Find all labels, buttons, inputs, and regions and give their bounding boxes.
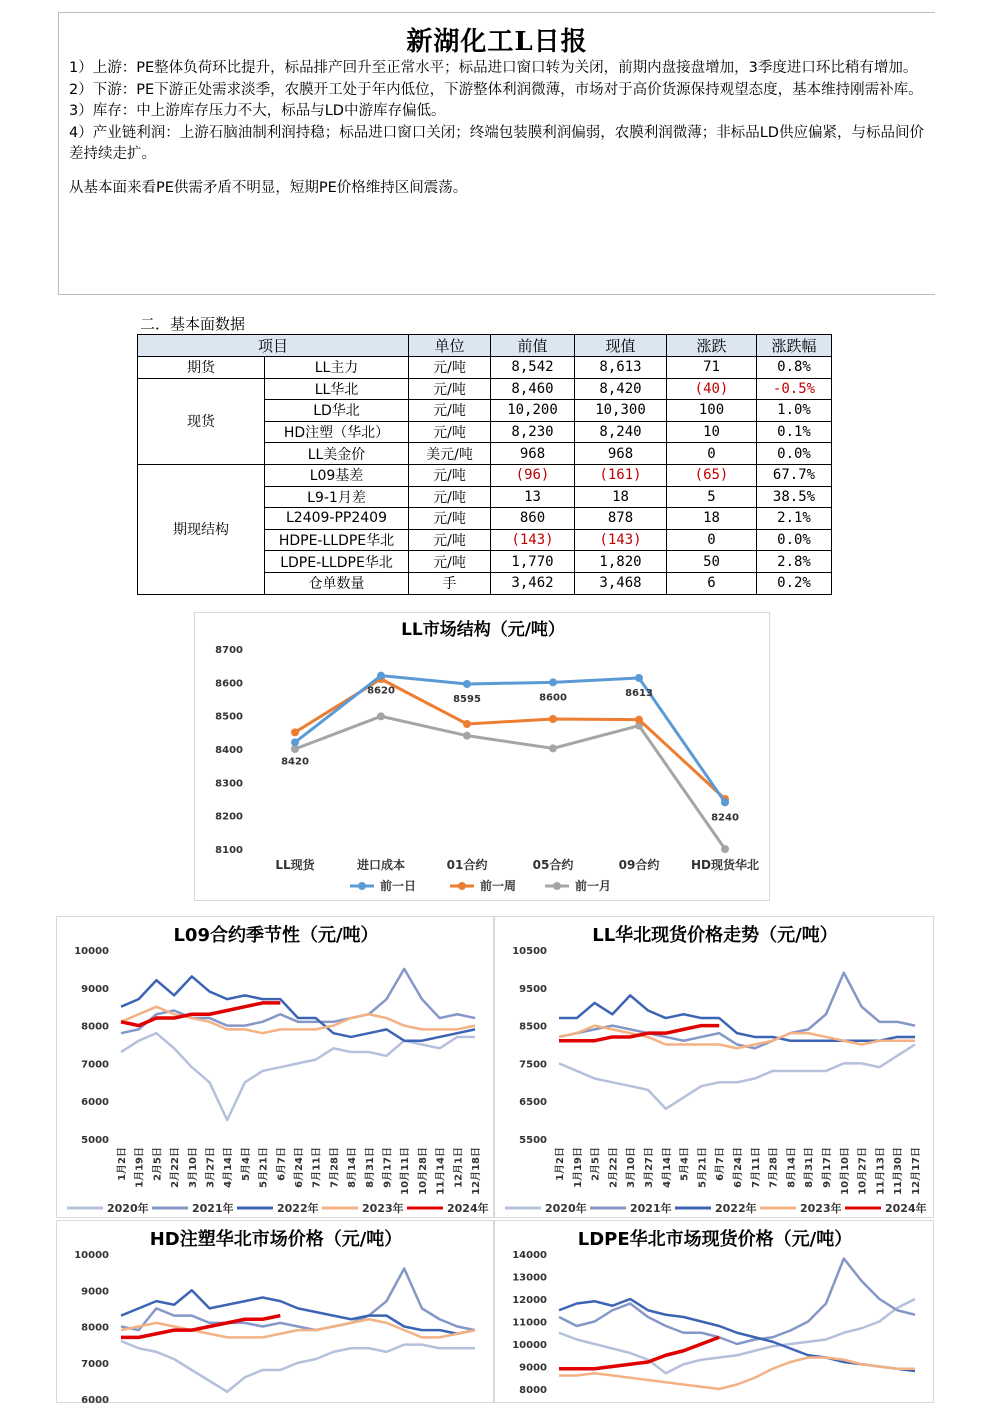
- y-tick-label: 10000: [512, 1340, 547, 1351]
- legend-label: 2024年: [447, 1202, 489, 1215]
- x-tick-label: 6月7日: [276, 1147, 288, 1181]
- series-line-2: [295, 716, 725, 849]
- x-tick-label: 2月22日: [170, 1147, 182, 1188]
- l09-seasonal-svg: [57, 917, 495, 1219]
- cell-chg: 71: [667, 357, 757, 379]
- summary-panel: [58, 12, 935, 295]
- cell-cur: (143): [575, 529, 667, 551]
- legend-label: 2022年: [277, 1202, 319, 1215]
- legend-label: 2020年: [545, 1202, 587, 1215]
- data-point: [721, 798, 729, 806]
- cell-unit: 元/吨: [409, 378, 491, 400]
- x-tick-label: 2月5日: [590, 1147, 602, 1181]
- cell-cur: 18: [575, 486, 667, 508]
- cell-pct: 0.1%: [757, 421, 832, 443]
- y-tick-label: 9000: [519, 1362, 547, 1374]
- y-tick-label: 14000: [512, 1250, 547, 1261]
- legend-label: 2023年: [800, 1202, 842, 1215]
- y-tick-label: 6000: [81, 1395, 109, 1404]
- y-tick-label: 12000: [512, 1295, 547, 1306]
- cell-cur: 3,468: [575, 572, 667, 594]
- data-point: [463, 720, 471, 728]
- data-point: [549, 678, 557, 686]
- legend-label: 2022年: [715, 1202, 757, 1215]
- x-tick-label: 1月2日: [555, 1147, 566, 1181]
- x-tick-label: 11月30日: [893, 1147, 905, 1195]
- x-tick-label: 2月5日: [152, 1147, 164, 1181]
- cell-pct: -0.5%: [757, 378, 832, 400]
- x-tick-label: 12月18日: [471, 1147, 482, 1195]
- x-tick-label: LL现货: [275, 858, 315, 872]
- legend-label: 2024年: [885, 1202, 927, 1215]
- series-line-1: [295, 679, 725, 799]
- x-tick-label: 8月31日: [364, 1147, 376, 1188]
- x-tick-label: 7月11日: [311, 1147, 323, 1188]
- table-row: [138, 464, 832, 486]
- series-line-2021年: [559, 1259, 915, 1345]
- x-tick-label: 1月19日: [572, 1147, 584, 1188]
- cell-item: HDPE-LLDPE华北: [265, 529, 409, 551]
- cell-cur: 878: [575, 508, 667, 530]
- cell-item: L9-1月差: [265, 486, 409, 508]
- chart-title: LDPE华北市场现货价格（元/吨）: [577, 1229, 853, 1250]
- y-tick-label: 7000: [81, 1358, 109, 1370]
- data-label: 8240: [711, 812, 739, 824]
- cell-unit: 元/吨: [409, 464, 491, 486]
- cell-pct: 0.2%: [757, 572, 832, 594]
- y-tick-label: 10000: [74, 946, 109, 957]
- summary-downstream: 2）下游：PE下游正处需求淡季，农膜开工处于年内低位，下游整体利润微薄，市场对于高价货源保持观望态度，基本维持刚需补库。: [69, 81, 923, 98]
- y-tick-label: 5500: [519, 1135, 547, 1146]
- x-tick-label: 1月2日: [117, 1147, 128, 1181]
- cell-cur: 968: [575, 443, 667, 465]
- cell-item: L2409-PP2409: [265, 508, 409, 530]
- cell-chg: 0: [667, 443, 757, 465]
- data-point: [463, 732, 471, 740]
- series-line-2021年: [121, 1269, 475, 1331]
- legend-marker: [458, 882, 466, 890]
- cell-cur: 10,300: [575, 400, 667, 422]
- y-tick-label: 13000: [512, 1272, 547, 1284]
- x-tick-label: 5月4日: [240, 1147, 252, 1181]
- hd-injection-svg: [57, 1221, 495, 1404]
- cell-unit: 手: [409, 572, 491, 594]
- data-point: [463, 680, 471, 688]
- cell-cur: 8,420: [575, 378, 667, 400]
- x-tick-label: 10月10日: [839, 1147, 851, 1195]
- cell-unit: 元/吨: [409, 551, 491, 573]
- cell-item: LL华北: [265, 378, 409, 400]
- report-title: 新湖化工L日报: [406, 27, 588, 57]
- series-line-2023年: [559, 1358, 915, 1390]
- cell-unit: 元/吨: [409, 529, 491, 551]
- cell-pct: 0.0%: [757, 529, 832, 551]
- summary-profit: 4）产业链利润：上游石脑油制利润持稳；标品进口窗口关闭；终端包装膜利润偏弱，农膜利润微薄；非标品LD供应偏紧，与标品间价差持续走扩。: [69, 124, 924, 162]
- x-tick-label: 7月28日: [329, 1147, 341, 1188]
- legend-label: 2020年: [107, 1202, 149, 1215]
- y-tick-label: 8000: [81, 1322, 109, 1334]
- x-tick-label: 6月7日: [715, 1147, 727, 1181]
- x-tick-label: 3月27日: [205, 1147, 217, 1188]
- y-tick-label: 8000: [81, 1021, 109, 1033]
- l09-seasonal-chart: [56, 916, 494, 1218]
- data-label: 8620: [367, 685, 395, 697]
- cell-item: LL主力: [265, 357, 409, 379]
- ll-market-structure-svg: [195, 613, 771, 902]
- x-tick-label: 12月17日: [911, 1147, 922, 1195]
- y-tick-label: 9500: [519, 983, 547, 995]
- summary-upstream: 1）上游：PE整体负荷环比提升，标品排产回升至正常水平；标品进口窗口转为关闭，前期内盘接盘增加，3季度进口环比稍有增加。: [69, 60, 918, 76]
- summary-inventory: 3）库存：中上游库存压力不大，标品与LD中游库存偏低。: [69, 103, 446, 119]
- cell-prev: 968: [491, 443, 575, 465]
- cell-chg: (65): [667, 464, 757, 486]
- ll-market-structure-chart: [194, 612, 770, 901]
- cell-pct: 2.8%: [757, 551, 832, 573]
- cell-prev: (143): [491, 529, 575, 551]
- series-line-2021年: [121, 969, 475, 1033]
- legend-label: 2021年: [630, 1202, 672, 1215]
- x-tick-label: 5月21日: [697, 1147, 709, 1188]
- x-tick-label: 7月11日: [750, 1147, 762, 1188]
- data-point: [377, 712, 385, 720]
- cell-prev: 3,462: [491, 572, 575, 594]
- ll-north-spot-chart: [494, 916, 934, 1218]
- y-tick-label: 10000: [74, 1250, 109, 1261]
- header-unit: 单位: [409, 335, 491, 357]
- legend-marker: [553, 882, 561, 890]
- x-tick-label: 5月21日: [258, 1147, 270, 1188]
- y-tick-label: 5000: [81, 1135, 109, 1146]
- legend-label: 前一日: [380, 879, 417, 893]
- series-line-2020年: [559, 1045, 915, 1109]
- cell-prev: 8,542: [491, 357, 575, 379]
- cell-pct: 0.0%: [757, 443, 832, 465]
- legend-label: 前一月: [575, 879, 612, 893]
- cell-unit: 元/吨: [409, 400, 491, 422]
- legend-label: 2021年: [192, 1202, 234, 1215]
- cell-cur: 8,613: [575, 357, 667, 379]
- x-tick-label: 10月27日: [857, 1147, 869, 1195]
- legend-label: 2023年: [362, 1202, 404, 1215]
- table-row: [138, 378, 832, 400]
- x-tick-label: 进口成本: [356, 858, 406, 872]
- y-tick-label: 8600: [215, 678, 243, 690]
- x-tick-label: 01合约: [446, 858, 488, 872]
- y-tick-label: 6000: [81, 1097, 109, 1109]
- x-tick-label: 11月14日: [435, 1147, 447, 1195]
- y-tick-label: 8700: [215, 645, 243, 656]
- x-tick-label: 8月14日: [786, 1147, 798, 1188]
- data-label: 8613: [625, 688, 653, 699]
- x-tick-label: 8月31日: [804, 1147, 816, 1188]
- cell-prev: 8,230: [491, 421, 575, 443]
- data-point: [291, 728, 299, 736]
- cell-chg: 50: [667, 551, 757, 573]
- data-point: [635, 674, 643, 682]
- x-tick-label: 09合约: [618, 858, 660, 872]
- y-tick-label: 6500: [519, 1097, 547, 1109]
- cell-chg: 0: [667, 529, 757, 551]
- data-point: [549, 744, 557, 752]
- header-chg: 涨跌: [667, 335, 757, 357]
- cell-chg: 6: [667, 572, 757, 594]
- x-tick-label: 2月22日: [608, 1147, 620, 1188]
- x-tick-label: 5月4日: [679, 1147, 691, 1181]
- group-label: 期货: [138, 357, 265, 379]
- x-tick-label: 3月27日: [644, 1147, 655, 1188]
- series-line-2020年: [121, 1341, 475, 1392]
- data-label: 8595: [453, 694, 481, 705]
- chart-title: LL华北现货价格走势（元/吨）: [592, 925, 838, 946]
- cell-unit: 元/吨: [409, 508, 491, 530]
- cell-prev: (96): [491, 464, 575, 486]
- cell-chg: 10: [667, 421, 757, 443]
- x-tick-label: 9月17日: [822, 1147, 833, 1188]
- series-line-2022年: [559, 995, 915, 1040]
- x-tick-label: 11月13日: [875, 1147, 887, 1195]
- x-tick-label: 6月24日: [294, 1147, 305, 1188]
- x-tick-label: 3月10日: [626, 1147, 638, 1188]
- x-tick-label: 3月10日: [187, 1147, 199, 1188]
- cell-cur: (161): [575, 464, 667, 486]
- cell-item: L09基差: [265, 464, 409, 486]
- cell-pct: 67.7%: [757, 464, 832, 486]
- x-tick-label: 1月19日: [134, 1147, 146, 1188]
- y-tick-label: 8500: [215, 711, 243, 723]
- table-row: [138, 357, 832, 379]
- cell-chg: 5: [667, 486, 757, 508]
- legend-label: 前一周: [480, 879, 517, 893]
- summary-conclusion: 从基本面来看PE供需矛盾不明显，短期PE价格维持区间震荡。: [69, 179, 468, 196]
- header-pct: 涨跌幅: [757, 335, 832, 357]
- cell-prev: 1,770: [491, 551, 575, 573]
- cell-pct: 2.1%: [757, 508, 832, 530]
- y-tick-label: 10500: [512, 946, 547, 957]
- y-tick-label: 8200: [215, 811, 243, 823]
- cell-item: 仓单数量: [265, 572, 409, 594]
- ll-north-spot-svg: [495, 917, 935, 1219]
- y-tick-label: 8000: [519, 1385, 547, 1396]
- cell-unit: 元/吨: [409, 357, 491, 379]
- ldpe-north-svg: [495, 1221, 935, 1404]
- cell-prev: 8,460: [491, 378, 575, 400]
- cell-pct: 1.0%: [757, 400, 832, 422]
- cell-chg: 18: [667, 508, 757, 530]
- cell-cur: 8,240: [575, 421, 667, 443]
- cell-item: HD注塑（华北）: [265, 421, 409, 443]
- group-label: 期现结构: [138, 464, 265, 594]
- fundamental-table: [137, 334, 832, 595]
- cell-unit: 元/吨: [409, 421, 491, 443]
- x-tick-label: 4月14日: [661, 1147, 673, 1188]
- data-point: [721, 845, 729, 853]
- y-tick-label: 11000: [512, 1317, 547, 1329]
- cell-chg: 100: [667, 400, 757, 422]
- series-line-2022年: [121, 976, 475, 1040]
- cell-chg: (40): [667, 378, 757, 400]
- group-label: 现货: [138, 378, 265, 464]
- chart-title: LL市场结构（元/吨）: [401, 620, 565, 640]
- header-prev: 前值: [491, 335, 575, 357]
- x-tick-label: 4月14日: [223, 1147, 235, 1188]
- cell-cur: 1,820: [575, 551, 667, 573]
- chart-title: HD注塑华北市场价格（元/吨）: [149, 1229, 403, 1250]
- x-tick-label: 6月24日: [733, 1147, 744, 1188]
- cell-pct: 38.5%: [757, 486, 832, 508]
- data-point: [291, 738, 299, 746]
- legend-marker: [358, 882, 366, 890]
- cell-item: LD华北: [265, 400, 409, 422]
- ldpe-north-chart: [494, 1220, 934, 1403]
- cell-prev: 10,200: [491, 400, 575, 422]
- x-tick-label: 9月17日: [382, 1147, 394, 1188]
- y-tick-label: 7500: [519, 1059, 547, 1071]
- table-header-row: [138, 335, 832, 357]
- series-line-2020年: [121, 1033, 475, 1120]
- data-point: [635, 716, 643, 724]
- x-tick-label: 8月14日: [347, 1147, 359, 1188]
- series-line-2023年: [121, 1319, 475, 1337]
- y-tick-label: 8500: [519, 1021, 547, 1033]
- x-tick-label: HD现货华北: [690, 858, 760, 872]
- data-label: 8420: [281, 756, 309, 768]
- table-body: [138, 357, 832, 595]
- x-tick-label: 10月28日: [417, 1147, 429, 1195]
- cell-unit: 美元/吨: [409, 443, 491, 465]
- x-tick-label: 05合约: [532, 858, 574, 872]
- cell-prev: 860: [491, 508, 575, 530]
- cell-item: LL美金价: [265, 443, 409, 465]
- x-tick-label: 10月11日: [400, 1147, 412, 1195]
- cell-prev: 13: [491, 486, 575, 508]
- y-tick-label: 9000: [81, 1286, 109, 1298]
- cell-item: LDPE-LLDPE华北: [265, 551, 409, 573]
- data-label: 8600: [539, 692, 567, 704]
- y-tick-label: 7000: [81, 1059, 109, 1071]
- cell-unit: 元/吨: [409, 486, 491, 508]
- data-point: [549, 715, 557, 723]
- header-cur: 现值: [575, 335, 667, 357]
- cell-pct: 0.8%: [757, 357, 832, 379]
- y-tick-label: 9000: [81, 983, 109, 995]
- data-point: [377, 672, 385, 680]
- y-tick-label: 8300: [215, 778, 243, 790]
- header-item: 项目: [138, 335, 409, 357]
- hd-injection-chart: [56, 1220, 494, 1403]
- x-tick-label: 7月28日: [768, 1147, 780, 1188]
- chart-title: L09合约季节性（元/吨）: [173, 925, 379, 946]
- x-tick-label: 12月1日: [453, 1147, 465, 1188]
- section-title: 二．基本面数据: [140, 315, 246, 333]
- y-tick-label: 8400: [215, 745, 243, 756]
- y-tick-label: 8100: [215, 845, 243, 856]
